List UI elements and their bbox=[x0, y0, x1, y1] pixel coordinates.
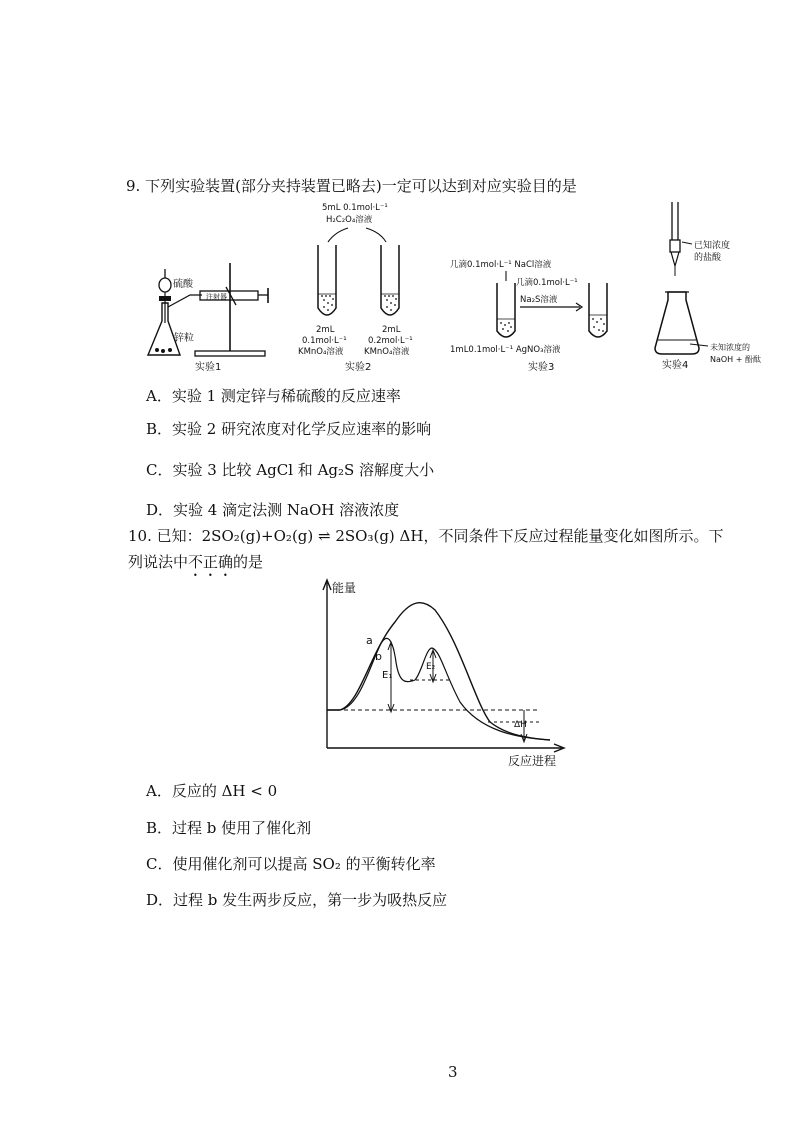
experiment-2-figure bbox=[290, 200, 425, 375]
naoh-label-2: NaOH + 酚酞 bbox=[710, 355, 761, 364]
right-tube-conc: 0.2mol·L⁻¹ bbox=[368, 336, 413, 346]
energy-diagram bbox=[300, 572, 580, 772]
experiment-3-figure bbox=[448, 255, 618, 375]
q9-stem: 9. 下列实验装置(部分夹持装置已略去)一定可以达到对应实验目的是 bbox=[126, 177, 577, 195]
q10-stem-line-2 bbox=[128, 551, 263, 580]
q9-option-d: D．实验 4 滴定法测 NaOH 溶液浓度 bbox=[146, 501, 400, 519]
q9-option-b: B．实验 2 研究浓度对化学反应速率的影响 bbox=[146, 420, 432, 438]
dh-label: ΔH bbox=[514, 720, 527, 730]
q9-option-a: A．实验 1 测定锌与稀硫酸的反应速率 bbox=[146, 387, 401, 405]
experiment-1-caption: 实验1 bbox=[195, 362, 222, 373]
right-tube-vol: 2mL bbox=[382, 325, 401, 335]
x-axis-label: 反应进程 bbox=[508, 754, 557, 768]
syringe-label: 注射器 bbox=[206, 293, 227, 301]
na2s-label-2: Na₂S溶液 bbox=[520, 295, 558, 305]
q10-option-b: B．过程 b 使用了催化剂 bbox=[146, 819, 312, 837]
left-tube-conc: 0.1mol·L⁻¹ bbox=[302, 336, 347, 346]
h2c2o4-label-2: H₂C₂O₄溶液 bbox=[326, 215, 373, 225]
e2-label: E₂ bbox=[426, 662, 436, 672]
q10-stem-part-1: 列说法中 bbox=[128, 553, 189, 571]
zinc-label: 锌粒 bbox=[174, 333, 194, 344]
experiment-4-caption: 实验4 bbox=[662, 360, 689, 371]
right-tube-solute: KMnO₄溶液 bbox=[364, 347, 410, 357]
na2s-label-1: 几滴0.1mol·L⁻¹ bbox=[516, 278, 578, 288]
q10-option-c: C．使用催化剂可以提高 SO₂ 的平衡转化率 bbox=[146, 855, 436, 873]
experiment-1-figure bbox=[140, 255, 275, 373]
q10-option-a: A．反应的 ΔH < 0 bbox=[146, 782, 278, 800]
naoh-label-1: 未知浓度的 bbox=[710, 343, 750, 352]
q9-option-c: C．实验 3 比较 AgCl 和 Ag₂S 溶解度大小 bbox=[146, 461, 435, 479]
e1-label: E₁ bbox=[382, 670, 393, 681]
q10-stem-part-2: 的是 bbox=[233, 553, 264, 571]
page-number: 3 bbox=[448, 1063, 458, 1081]
left-tube-vol: 2mL bbox=[316, 325, 335, 335]
q10-option-d: D．过程 b 发生两步反应，第一步为吸热反应 bbox=[146, 891, 448, 909]
experiment-2-caption: 实验2 bbox=[345, 362, 372, 373]
hcl-label-1: 已知浓度 bbox=[694, 241, 731, 251]
curve-a-label: a bbox=[366, 634, 373, 647]
experiment-4-figure bbox=[650, 200, 770, 375]
hcl-label-2: 的盐酸 bbox=[694, 253, 722, 263]
left-tube-solute: KMnO₄溶液 bbox=[298, 347, 344, 357]
experiment-3-caption: 实验3 bbox=[528, 362, 555, 373]
curve-b-label: b bbox=[375, 650, 382, 663]
h2c2o4-label-1: 5mL 0.1mol·L⁻¹ bbox=[322, 203, 388, 213]
nacl-label: 几滴0.1mol·L⁻¹ NaCl溶液 bbox=[450, 260, 552, 270]
acid-label: 硫酸 bbox=[173, 279, 193, 290]
agno3-label: 1mL0.1mol·L⁻¹ AgNO₃溶液 bbox=[450, 345, 561, 355]
y-axis-label: 能量 bbox=[332, 581, 357, 595]
q10-stem-emphasis: 不正确 bbox=[188, 553, 234, 571]
q10-stem-line-1: 10. 已知：2SO₂(g)+O₂(g) ⇌ 2SO₃(g) ΔH，不同条件下反应过程能量变化如图所示。下 bbox=[128, 527, 724, 545]
